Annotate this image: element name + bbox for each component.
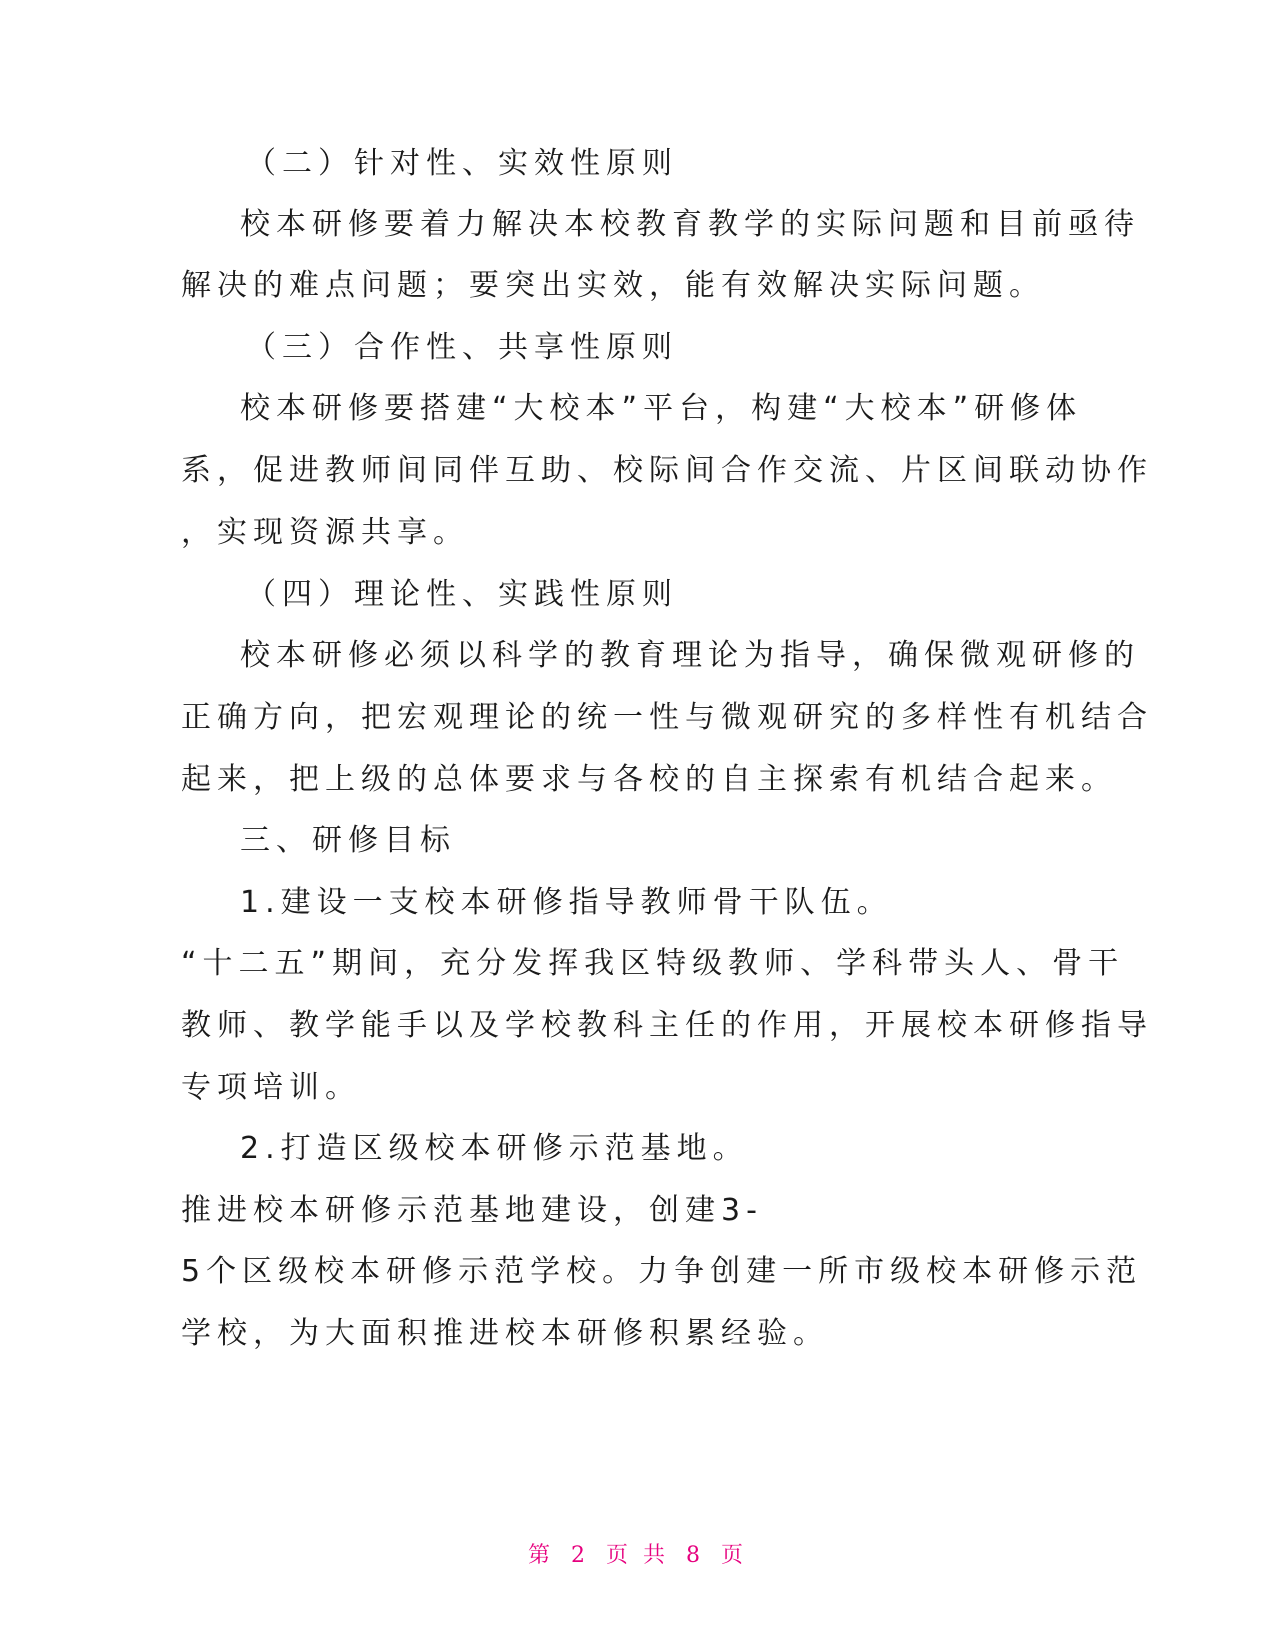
current-page-number: 2	[571, 1543, 589, 1568]
section-heading-2: （二）针对性、实效性原则	[246, 146, 678, 181]
paragraph-line: 推进校本研修示范基地建设，创建3-	[181, 1193, 763, 1228]
page-footer	[0, 1538, 1275, 1569]
paragraph-line: ，实现资源共享。	[181, 515, 469, 550]
goal-item-2: 2.打造区级校本研修示范基地。	[240, 1131, 749, 1166]
paragraph-line: 5个区级校本研修示范学校。力争创建一所市级校本研修示范	[181, 1254, 1143, 1289]
paragraph-line: 专项培训。	[181, 1070, 361, 1105]
section-heading-4: （四）理论性、实践性原则	[246, 577, 678, 612]
paragraph-line: 系，促进教师间同伴互助、校际间合作交流、片区间联动协作	[181, 453, 1153, 488]
total-page-count: 8	[686, 1543, 704, 1568]
paragraph-line: 解决的难点问题；要突出实效，能有效解决实际问题。	[181, 268, 1045, 303]
paragraph-line: “十二五”期间，充分发挥我区特级教师、学科带头人、骨干	[181, 946, 1125, 981]
goal-item-1: 1.建设一支校本研修指导教师骨干队伍。	[240, 885, 893, 920]
paragraph-line: 教师、教学能手以及学校教科主任的作用，开展校本研修指导	[181, 1008, 1153, 1043]
paragraph-line: 校本研修必须以科学的教育理论为指导，确保微观研修的	[240, 638, 1140, 673]
section-heading-goals: 三、研修目标	[240, 823, 456, 858]
paragraph-line: 学校，为大面积推进校本研修积累经验。	[181, 1316, 829, 1351]
paragraph-line: 校本研修要着力解决本校教育教学的实际问题和目前亟待	[240, 207, 1140, 242]
paragraph-line: 校本研修要搭建“大校本”平台，构建“大校本”研修体	[240, 391, 1083, 426]
paragraph-line: 正确方向，把宏观理论的统一性与微观研究的多样性有机结合	[181, 700, 1153, 735]
footer-suffix: 页	[721, 1543, 748, 1568]
section-heading-3: （三）合作性、共享性原则	[246, 330, 678, 365]
footer-middle: 页 共	[606, 1543, 669, 1568]
footer-prefix: 第	[527, 1543, 554, 1568]
paragraph-line: 起来，把上级的总体要求与各校的自主探索有机结合起来。	[181, 762, 1117, 797]
